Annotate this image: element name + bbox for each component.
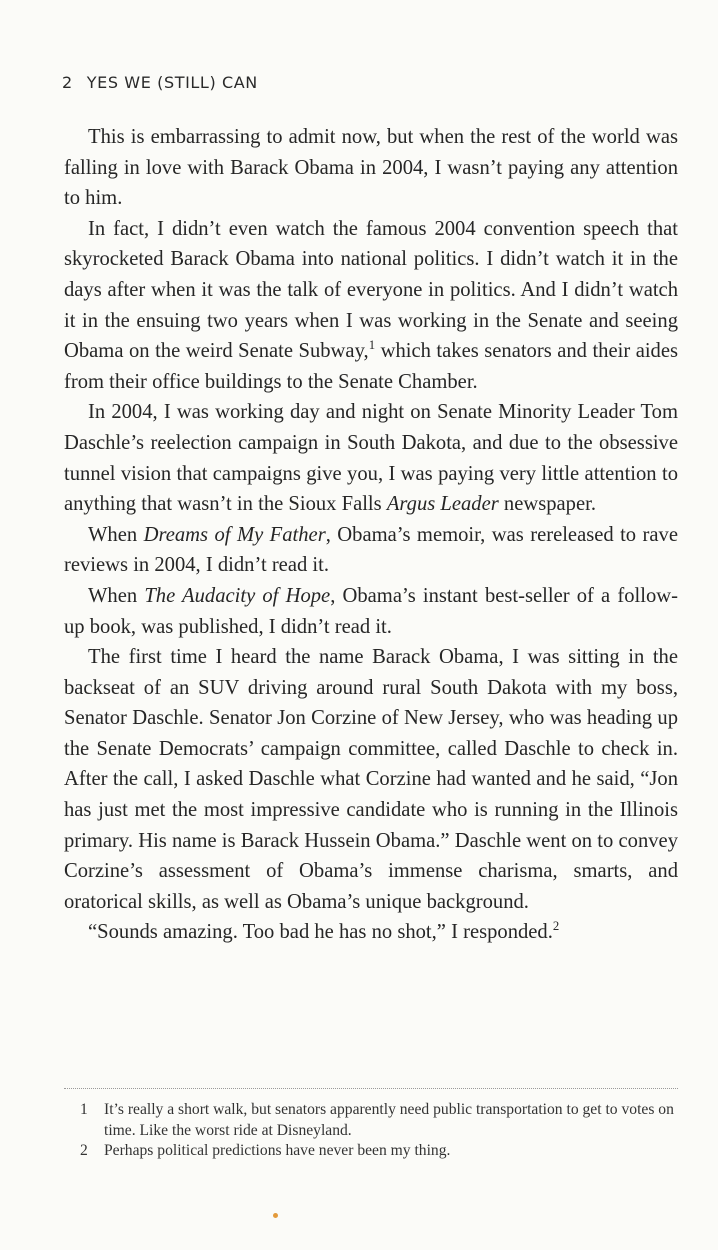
paragraph-5: When The Audacity of Hope, Obama’s instant best-seller of a follow-up book, was published, I didn’t read it. [64,584,678,638]
footnotes [64,1100,678,1162]
footnote-divider [64,1088,678,1089]
paragraph-2: In fact, I didn’t even watch the famous 2004 convention speech that skyrocketed Barack Obama into national politics. I didn’t watch it in the days after when it was the talk of everyone in politics. And I didn’t watch it in the ensuing two years when I was working in the Senate and seeing Obama on the weird Senate Subway,$^1$ which takes senators and their aides from their office buildings to the Senate Chamber. [64,217,679,393]
paragraph-1: This is embarrassing to admit now, but when the rest of the world was falling in love with Barack Obama in 2004, I wasn’t paying any attention to him. [64,126,678,210]
running-head-title: YES WE (STILL) CAN [86,73,258,92]
book-title-audacity: The Audacity of Hope [144,584,331,607]
footnote-number: 2 [80,1142,88,1159]
paragraph-4: When Dreams of My Father, Obama’s memoir, was rereleased to rave reviews in 2004, I didn’t read it. [64,523,678,577]
footnote-ref-2[interactable]: 2 [552,919,560,934]
ink-speck [273,1213,278,1218]
footnote-text: Perhaps political predictions have never been my thing. [104,1142,451,1159]
body-text [64,122,678,948]
footnote-number: 1 [80,1101,88,1118]
paragraph-6: The first time I heard the name Barack Obama, I was sitting in the backseat of an SUV driving around rural South Dakota with my boss, Senator Daschle. Senator Jon Corzine of New Jersey, who was heading up the Senate Democrats’ campaign committee, called Daschle to check in. After the call, I asked Daschle what Corzine had wanted and he said, “Jon has just met the most impressive candidate who is running in the Illinois primary. His name is Barack Hussein Obama.” Daschle went on to convey Corzine’s assessment of Obama’s immense charisma, smarts, and oratorical skills, as well as Obama’s unique background. [64,646,678,913]
page-number: 2 [62,73,73,92]
newspaper-title: Argus Leader [386,493,499,516]
paragraph-7: “Sounds amazing. Too bad he has no shot,” I responded.$^2$ [88,919,560,944]
footnote-text: It’s really a short walk, but senators apparently need public transportation to get to votes on time. Like the worst ride at Disneyland. [104,1101,674,1139]
running-head [62,73,258,92]
book-title-dreams: Dreams of My Father [143,523,326,546]
footnote-1 [64,1100,678,1141]
paragraph-3: In 2004, I was working day and night on Senate Minority Leader Tom Daschle’s reelection campaign in South Dakota, and due to the obsessive tunnel vision that campaigns give you, I was paying very little attention to anything that wasn’t in the Sioux Falls Argus Leader newspaper. [64,401,678,516]
footnote-2 [64,1141,678,1162]
footnote-ref-1[interactable]: 1 [368,338,376,353]
